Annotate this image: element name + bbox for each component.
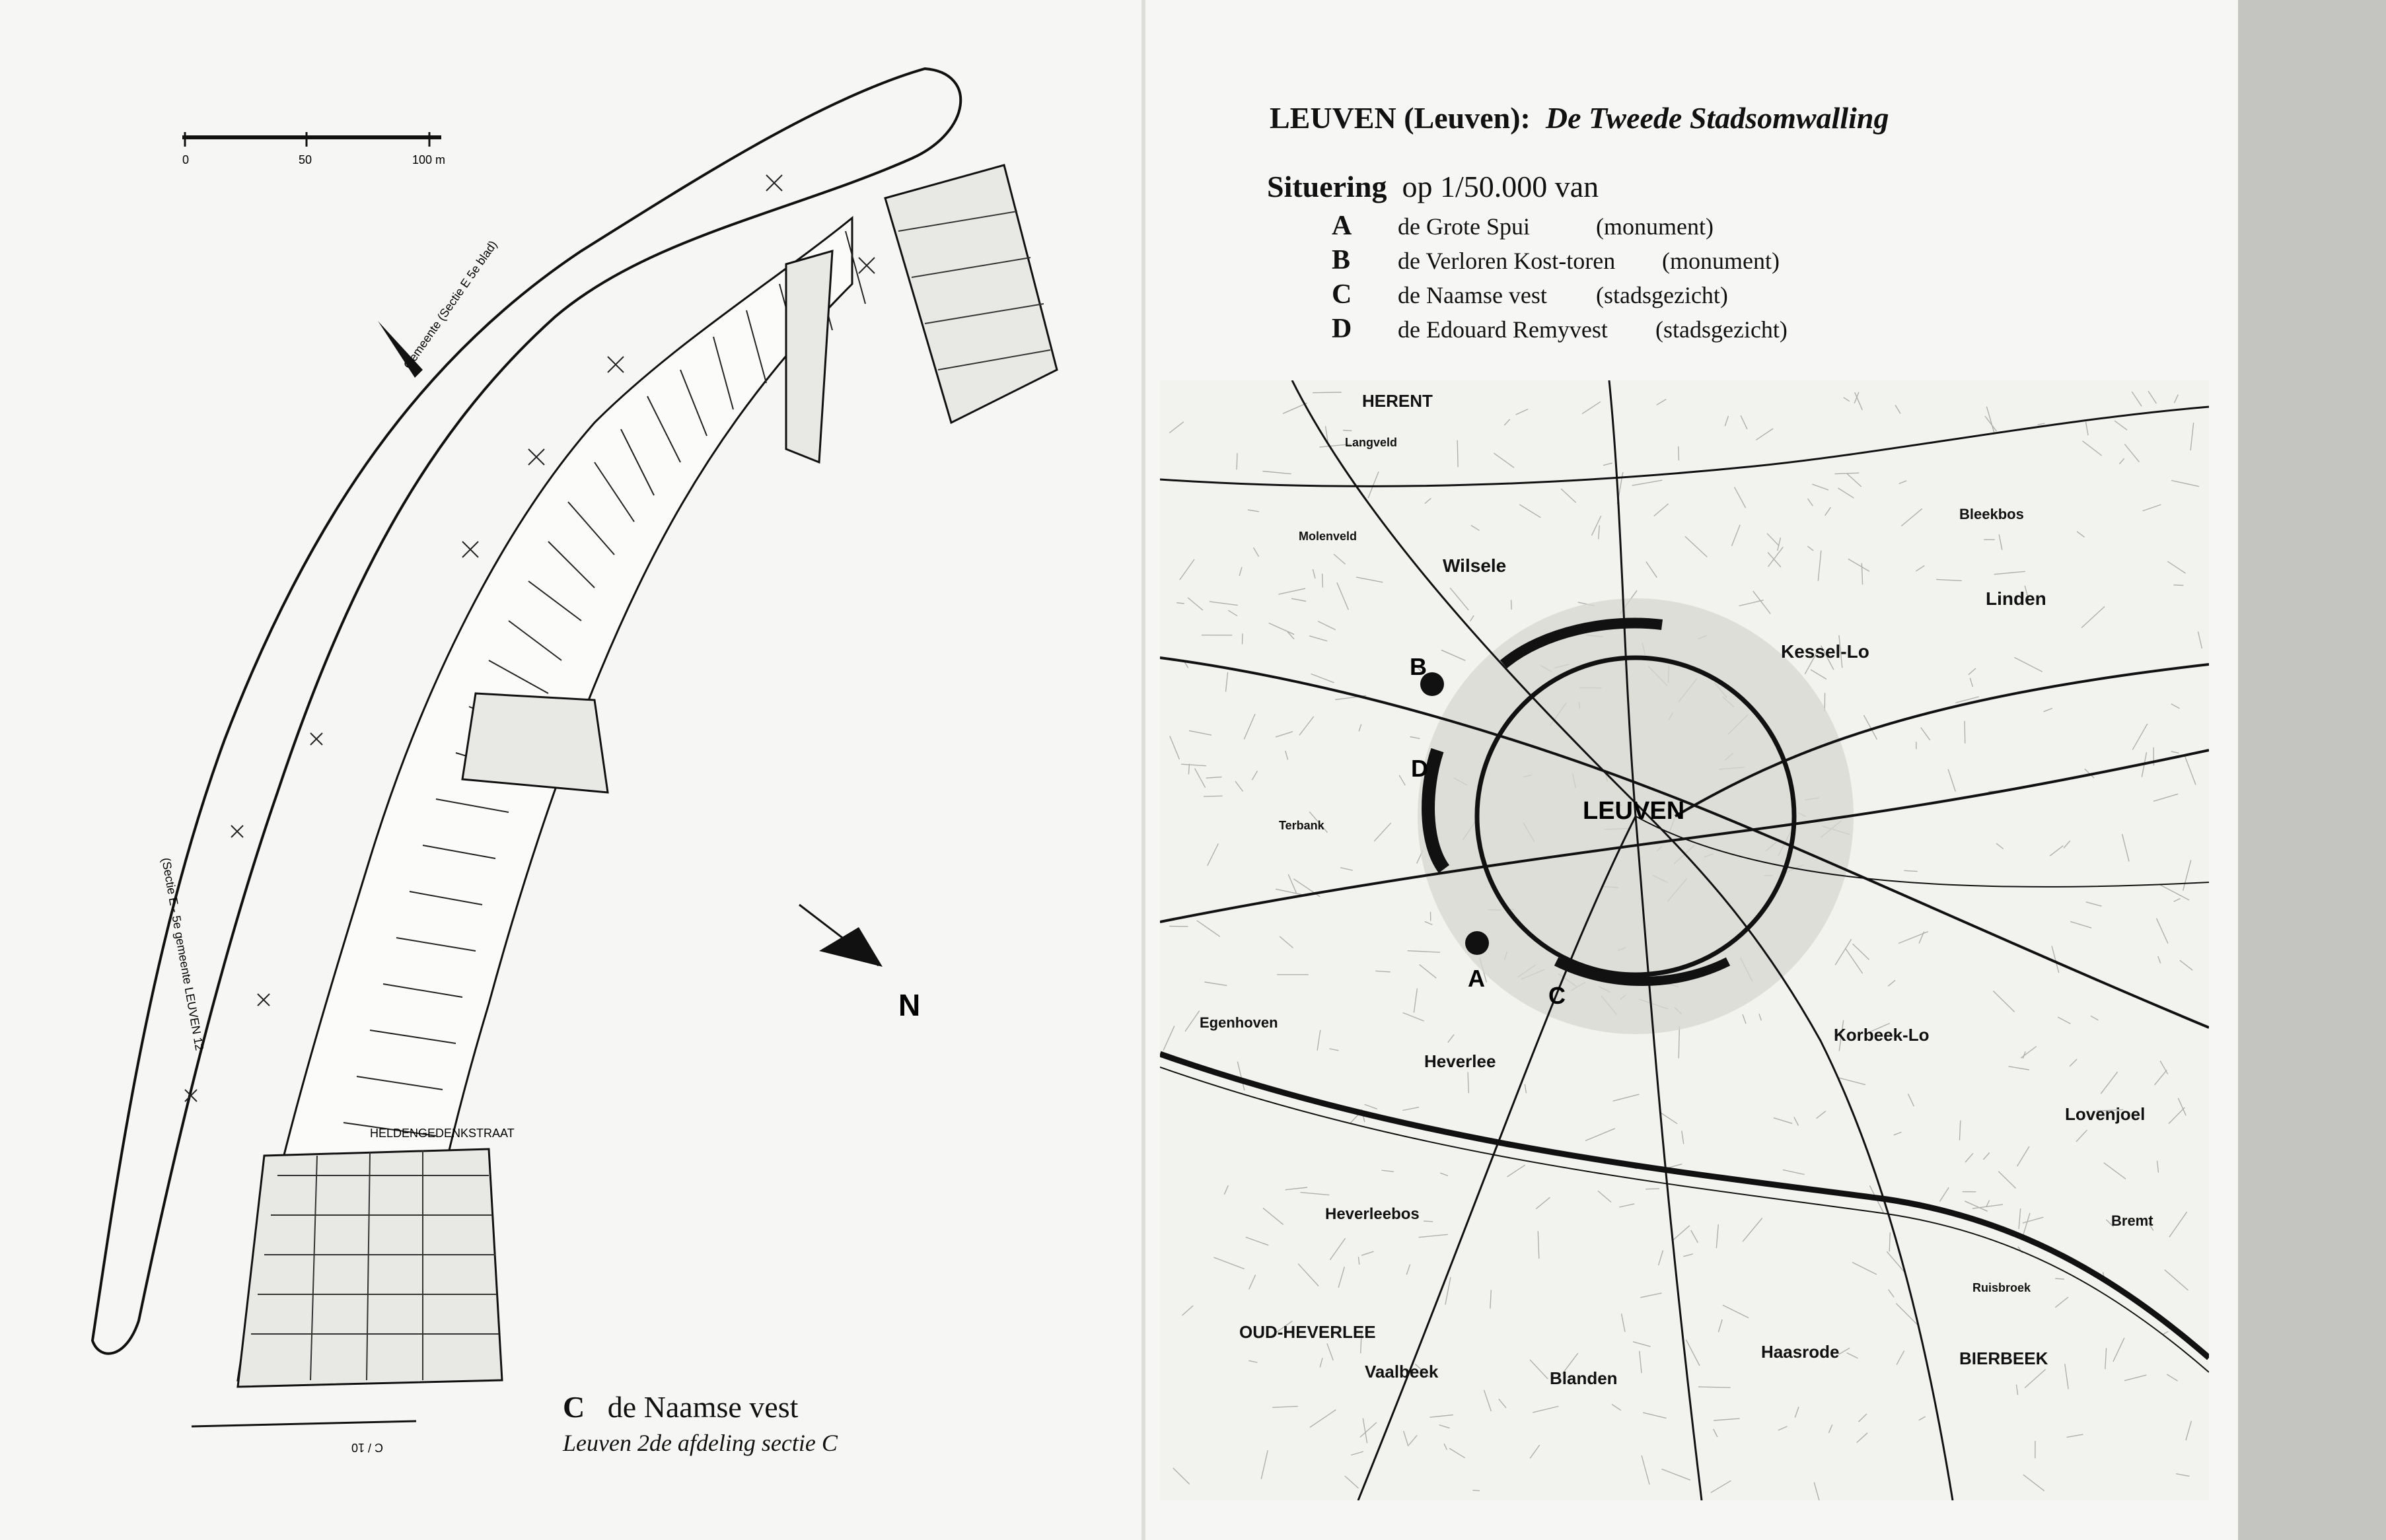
place-oud-heverlee: OUD-HEVERLEE [1239, 1322, 1376, 1342]
legend-key: A [1332, 211, 1352, 241]
legend-name: de Naamse vest [1398, 282, 1547, 308]
texture-stroke [1424, 1221, 1433, 1222]
texture-stroke [2055, 1278, 2064, 1279]
legend-name: de Grote Spui [1398, 213, 1530, 240]
marker-a: A [1468, 965, 1485, 992]
legend-item [1332, 313, 1788, 345]
legend-name: de Edouard Remyvest [1398, 316, 1608, 343]
north-arrow [799, 905, 920, 1022]
legend-name: de Verloren Kost-toren [1398, 248, 1616, 274]
scale-bar [182, 132, 445, 166]
legend-item [1332, 210, 1714, 242]
caption-subtitle: Leuven 2de afdeling sectie C [563, 1430, 838, 1456]
situation-label: Situering [1267, 170, 1387, 203]
place-kessel-lo: Kessel-Lo [1781, 641, 1869, 662]
page-fold [1141, 0, 1145, 1540]
place-bierbeek: BIERBEEK [1959, 1348, 2048, 1368]
place-langveld: Langveld [1345, 436, 1398, 449]
place-bleekbos: Bleekbos [1959, 506, 2024, 522]
building-blocks [238, 165, 1057, 1387]
legend-type: (stadsgezicht) [1655, 316, 1788, 343]
place-haasrode: Haasrode [1761, 1342, 1840, 1362]
place-lovenjoel: Lovenjoel [2065, 1104, 2146, 1124]
scan-border [2238, 0, 2386, 1540]
svg-text:(Sectie E - 5e gemeente LEUVEN: (Sectie E - 5e gemeente LEUVEN 12 [159, 857, 207, 1052]
north-label: N [898, 988, 921, 1022]
place-herent: HERENT [1362, 391, 1433, 411]
legend-key: C [1332, 279, 1352, 310]
place-heverleebos: Heverleebos [1325, 1205, 1420, 1223]
sheet-rule [192, 1421, 416, 1426]
page-title [1270, 100, 1889, 135]
place-linden: Linden [1986, 588, 2046, 609]
place-molenveld: Molenveld [1299, 530, 1357, 543]
place-egenhoven: Egenhoven [1200, 1014, 1278, 1031]
legend-key: B [1332, 245, 1351, 275]
legend-item [1332, 279, 1728, 310]
scale-tick-0: 0 [182, 153, 190, 166]
texture-stroke [1457, 440, 1458, 468]
place-terbank: Terbank [1279, 819, 1324, 832]
cadastral-map [0, 0, 1141, 1540]
marker-d: D [1411, 755, 1428, 782]
place-ruisbroek: Ruisbroek [1972, 1281, 2031, 1294]
legend-key: D [1332, 314, 1352, 344]
legend-type: (monument) [1596, 213, 1714, 240]
texture-stroke [1313, 392, 1342, 393]
title-place: LEUVEN [1270, 101, 1396, 135]
texture-stroke [1322, 574, 1323, 588]
caption-title [563, 1389, 798, 1424]
situation-heading [1267, 169, 1599, 204]
title-place-local: (Leuven): [1404, 101, 1531, 135]
marker-a-dot [1465, 931, 1489, 955]
place-vaalbeek: Vaalbeek [1365, 1362, 1439, 1382]
situation-scale: op 1/50.000 van [1402, 170, 1599, 203]
caption-key: C [563, 1390, 585, 1424]
svg-text:C / 10: C / 10 [351, 1441, 383, 1454]
legend-type: (stadsgezicht) [1596, 282, 1728, 308]
boundary-label-top [401, 238, 500, 372]
title-subject: De Tweede Stadsomwalling [1545, 101, 1889, 135]
texture-stroke [1472, 1490, 1480, 1491]
place-korbeek-lo: Korbeek-Lo [1834, 1025, 1930, 1045]
place-bremt: Bremt [2111, 1212, 2153, 1229]
marker-c: C [1548, 982, 1566, 1009]
sheet-number [351, 1441, 383, 1454]
place-blanden: Blanden [1550, 1368, 1618, 1388]
topographic-map [1160, 380, 2209, 1500]
legend-item [1332, 244, 1780, 276]
boundary-label-side [159, 857, 206, 1051]
caption-name: de Naamse vest [607, 1390, 799, 1424]
marker-b: B [1410, 653, 1427, 680]
street-label: HELDENGEDENKSTRAAT [370, 1127, 515, 1140]
scale-tick-50: 50 [299, 153, 312, 166]
texture-stroke [1511, 600, 1512, 610]
svg-text:Gemeente (Sectie E 5e blad): Gemeente (Sectie E 5e blad) [400, 238, 500, 372]
legend-type: (monument) [1662, 248, 1780, 274]
city-label: LEUVEN [1583, 797, 1685, 825]
scale-tick-100: 100 m [412, 153, 446, 166]
place-heverlee: Heverlee [1424, 1051, 1496, 1071]
place-wilsele: Wilsele [1443, 555, 1507, 576]
texture-stroke [2173, 585, 2183, 586]
